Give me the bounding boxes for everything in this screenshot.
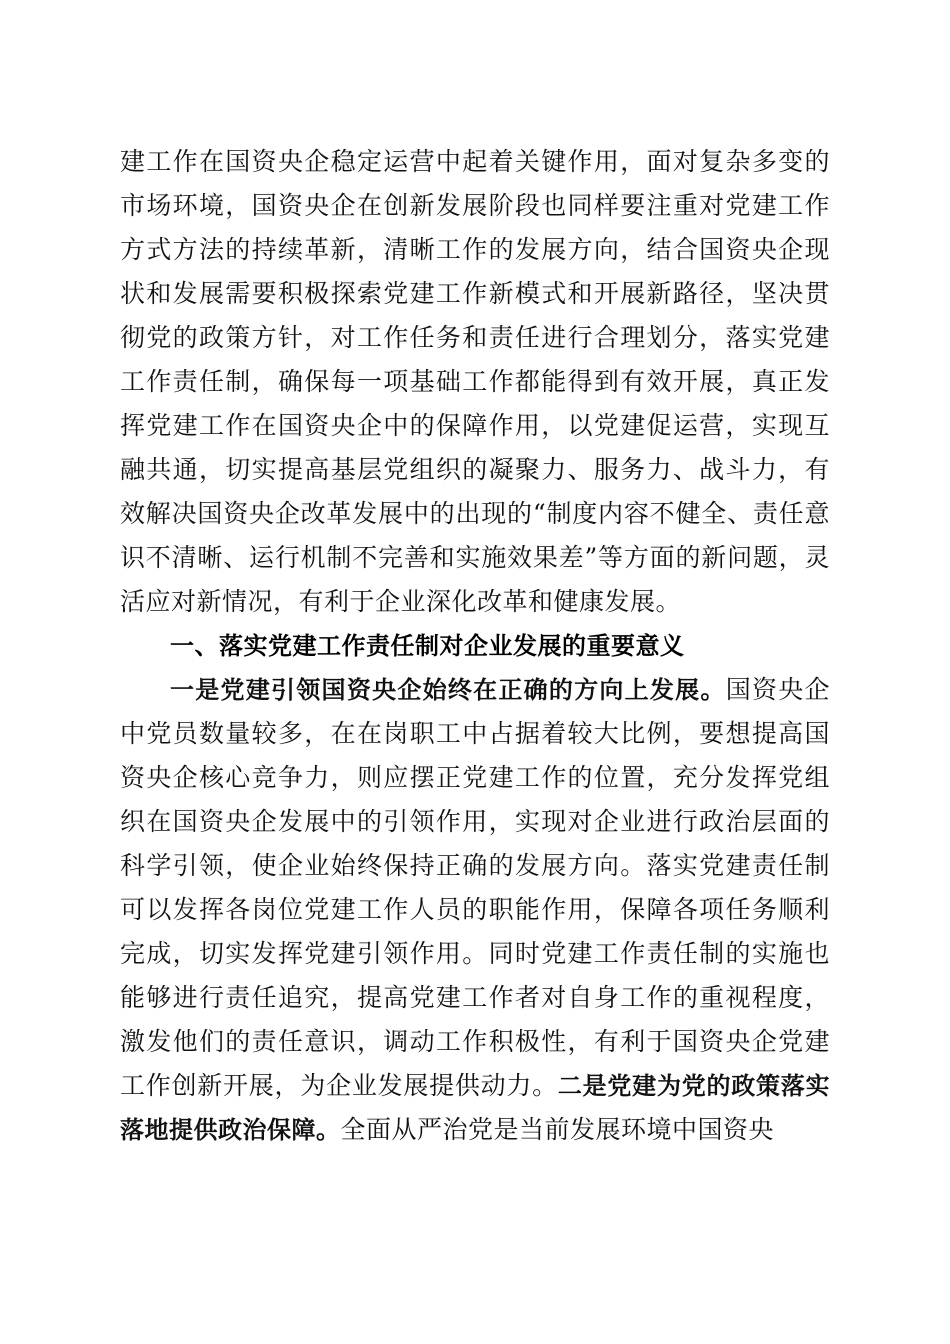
paragraph-text: 建工作在国资央企稳定运营中起着关键作用，面对复杂多变的市场环境，国资央企在创新发展阶段也同样要注重对党建工作方式方法的持续革新，清晰工作的发展方向，结合国资央企现状和发展需要积极探索党建工作新模式和开展新路径，坚决贯彻党的政策方针，对工作任务和责任进行合理划分，落实党建工作责任制，确保每一项基础工作都能得到有效开展，真正发挥党建工作在国资央企中的保障作用，以党建促运营，实现互融共通，切实提高基层党组织的凝聚力、服务力、战斗力，有效解决国资央企改革发展中的出现的“制度内容不健全、责任意识不清晰、运行机制不完善和实施效果差”等方面的新问题，灵活应对新情况，有利于企业深化改革和健康发展。: [120, 147, 830, 616]
paragraph-lead: 一是党建引领国资央企始终在正确的方向上发展。: [170, 676, 726, 704]
section-heading: 一、落实党建工作责任制对企业发展的重要意义: [170, 632, 685, 660]
paragraph-text: 全面从严治党是当前发展环境中国资央: [340, 1115, 775, 1144]
paragraph-lead: 二是党建为党的政策落实落地提供政治保障。: [120, 1072, 830, 1144]
paragraph-text: 国资央企中党员数量较多，在在岗职工中占据着较大比例，要想提高国资央企核心竞争力，则应摆正党建工作的位置，充分发挥党组织在国资央企发展中的引领作用，实现对企业进行政治层面的科学引领，使企业始终保持正确的发展方向。落实党建责任制可以发挥各岗位党建工作人员的职能作用，保障各项任务顺利完成，切实发挥党建引领作用。同时党建工作责任制的实施也能够进行责任追究，提高党建工作者对自身工作的重视程度，激发他们的责任意识，调动工作积极性，有利于国资央企党建工作创新开展，为企业发展提供动力。: [120, 675, 830, 1100]
document-body: [120, 140, 830, 1152]
paragraph: [120, 140, 830, 624]
paragraph: [120, 668, 830, 1152]
